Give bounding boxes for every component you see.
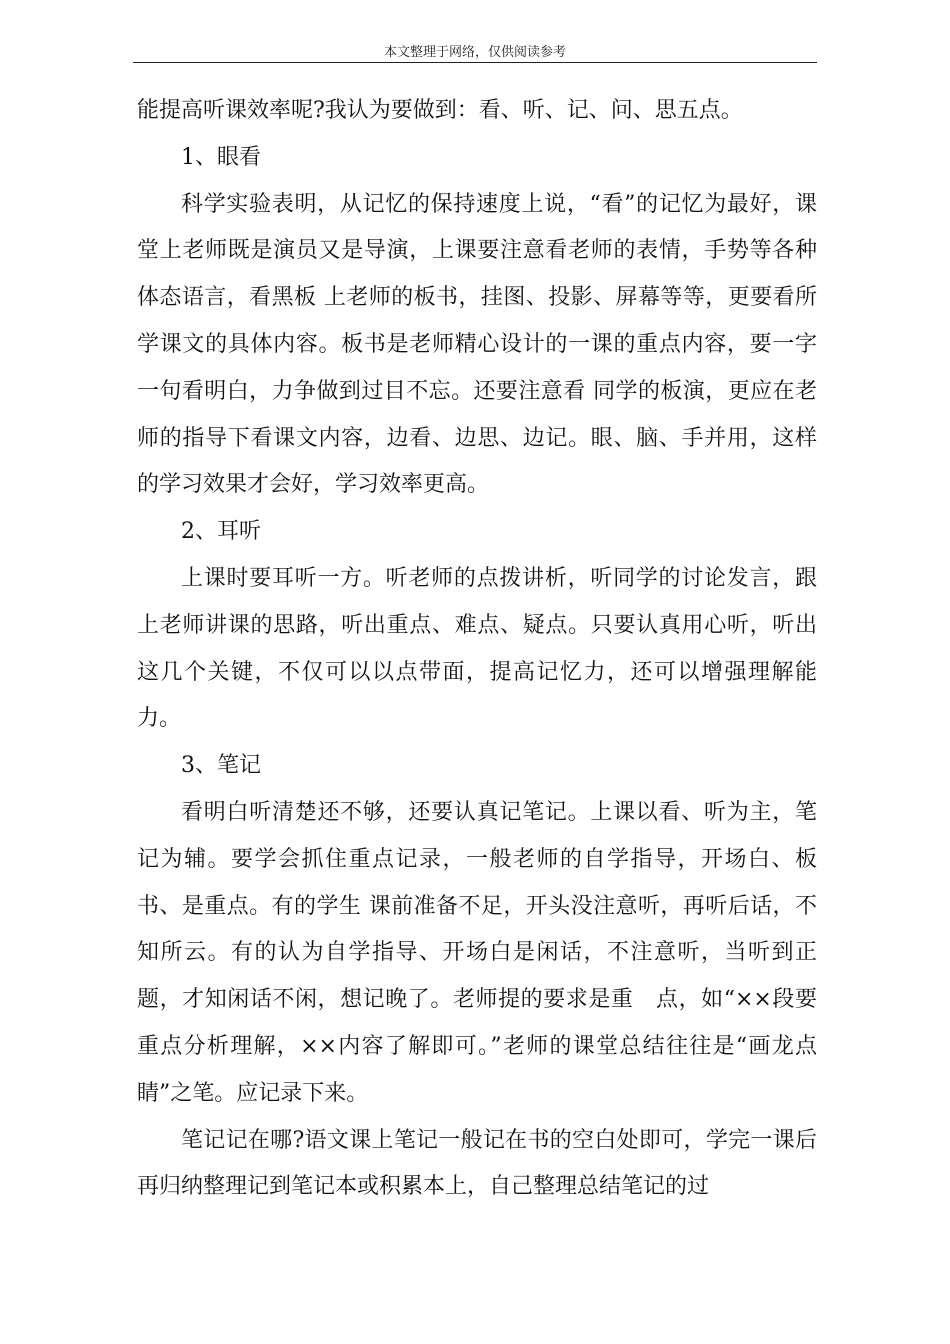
section-heading-listen: 2、耳听: [181, 519, 261, 545]
header-divider: [133, 62, 817, 63]
paragraph-look: 科学实验表明，从记忆的保持速度上说，“看”的记忆为最好，课堂上老师既是演员又是导演，上课要注意看老师的表情，手势等各种体态语言，看黑板 上老师的板书，挂图、投影、屏幕等等，更要看所学课文的具体内容。板书是老师精心设计的一课的重点内容，要一字一句看明白，力争做到过目不忘。还要注意看 同学的板演，更应在老师的指导下看课文内容，边看、边思、边记。眼、脑、手并用，这样的学习效果才会好，学习效率更高。: [137, 191, 817, 498]
paragraph-listen: 上课时要耳听一方。听老师的点拨讲析，听同学的讨论发言，跟上老师讲课的思路，听出重点、难点、疑点。只要认真用心听，听出这几个关键，不仅可以以点带面，提高记忆力，还可以增强理解能力。: [137, 565, 817, 732]
section-heading-look: 1、眼看: [181, 144, 261, 170]
section-heading-notes: 3、笔记: [181, 753, 261, 779]
paragraph-notes-where: 笔记记在哪?语文课上笔记一般记在书的空白处即可，学完一课后再归纳整理记到笔记本或积累本上，自己整理总结笔记的过: [137, 1127, 817, 1200]
document-body: [137, 88, 817, 1211]
paragraph-notes: 看明白听清楚还不够，还要认真记笔记。上课以看、听为主，笔记为辅。要学会抓住重点记录，一般老师的自学指导，开场白、板书、是重点。有的学生 课前准备不足，开头没注意听，再听后话，不知所云。有的认为自学指导、开场白是闲话，不注意听，当听到正题，才知闲话不闲，想记晚了。老师提的要求是重 点，如“××段要重点分析理解，××内容了解即可。”老师的课堂总结往往是“画龙点睛”之笔。应记录下来。: [137, 799, 817, 1106]
page-header: 本文整理于网络，仅供阅读参考: [383, 45, 566, 60]
paragraph-continuation: 能提高听课效率呢?我认为要做到：看、听、记、问、思五点。: [137, 98, 743, 123]
